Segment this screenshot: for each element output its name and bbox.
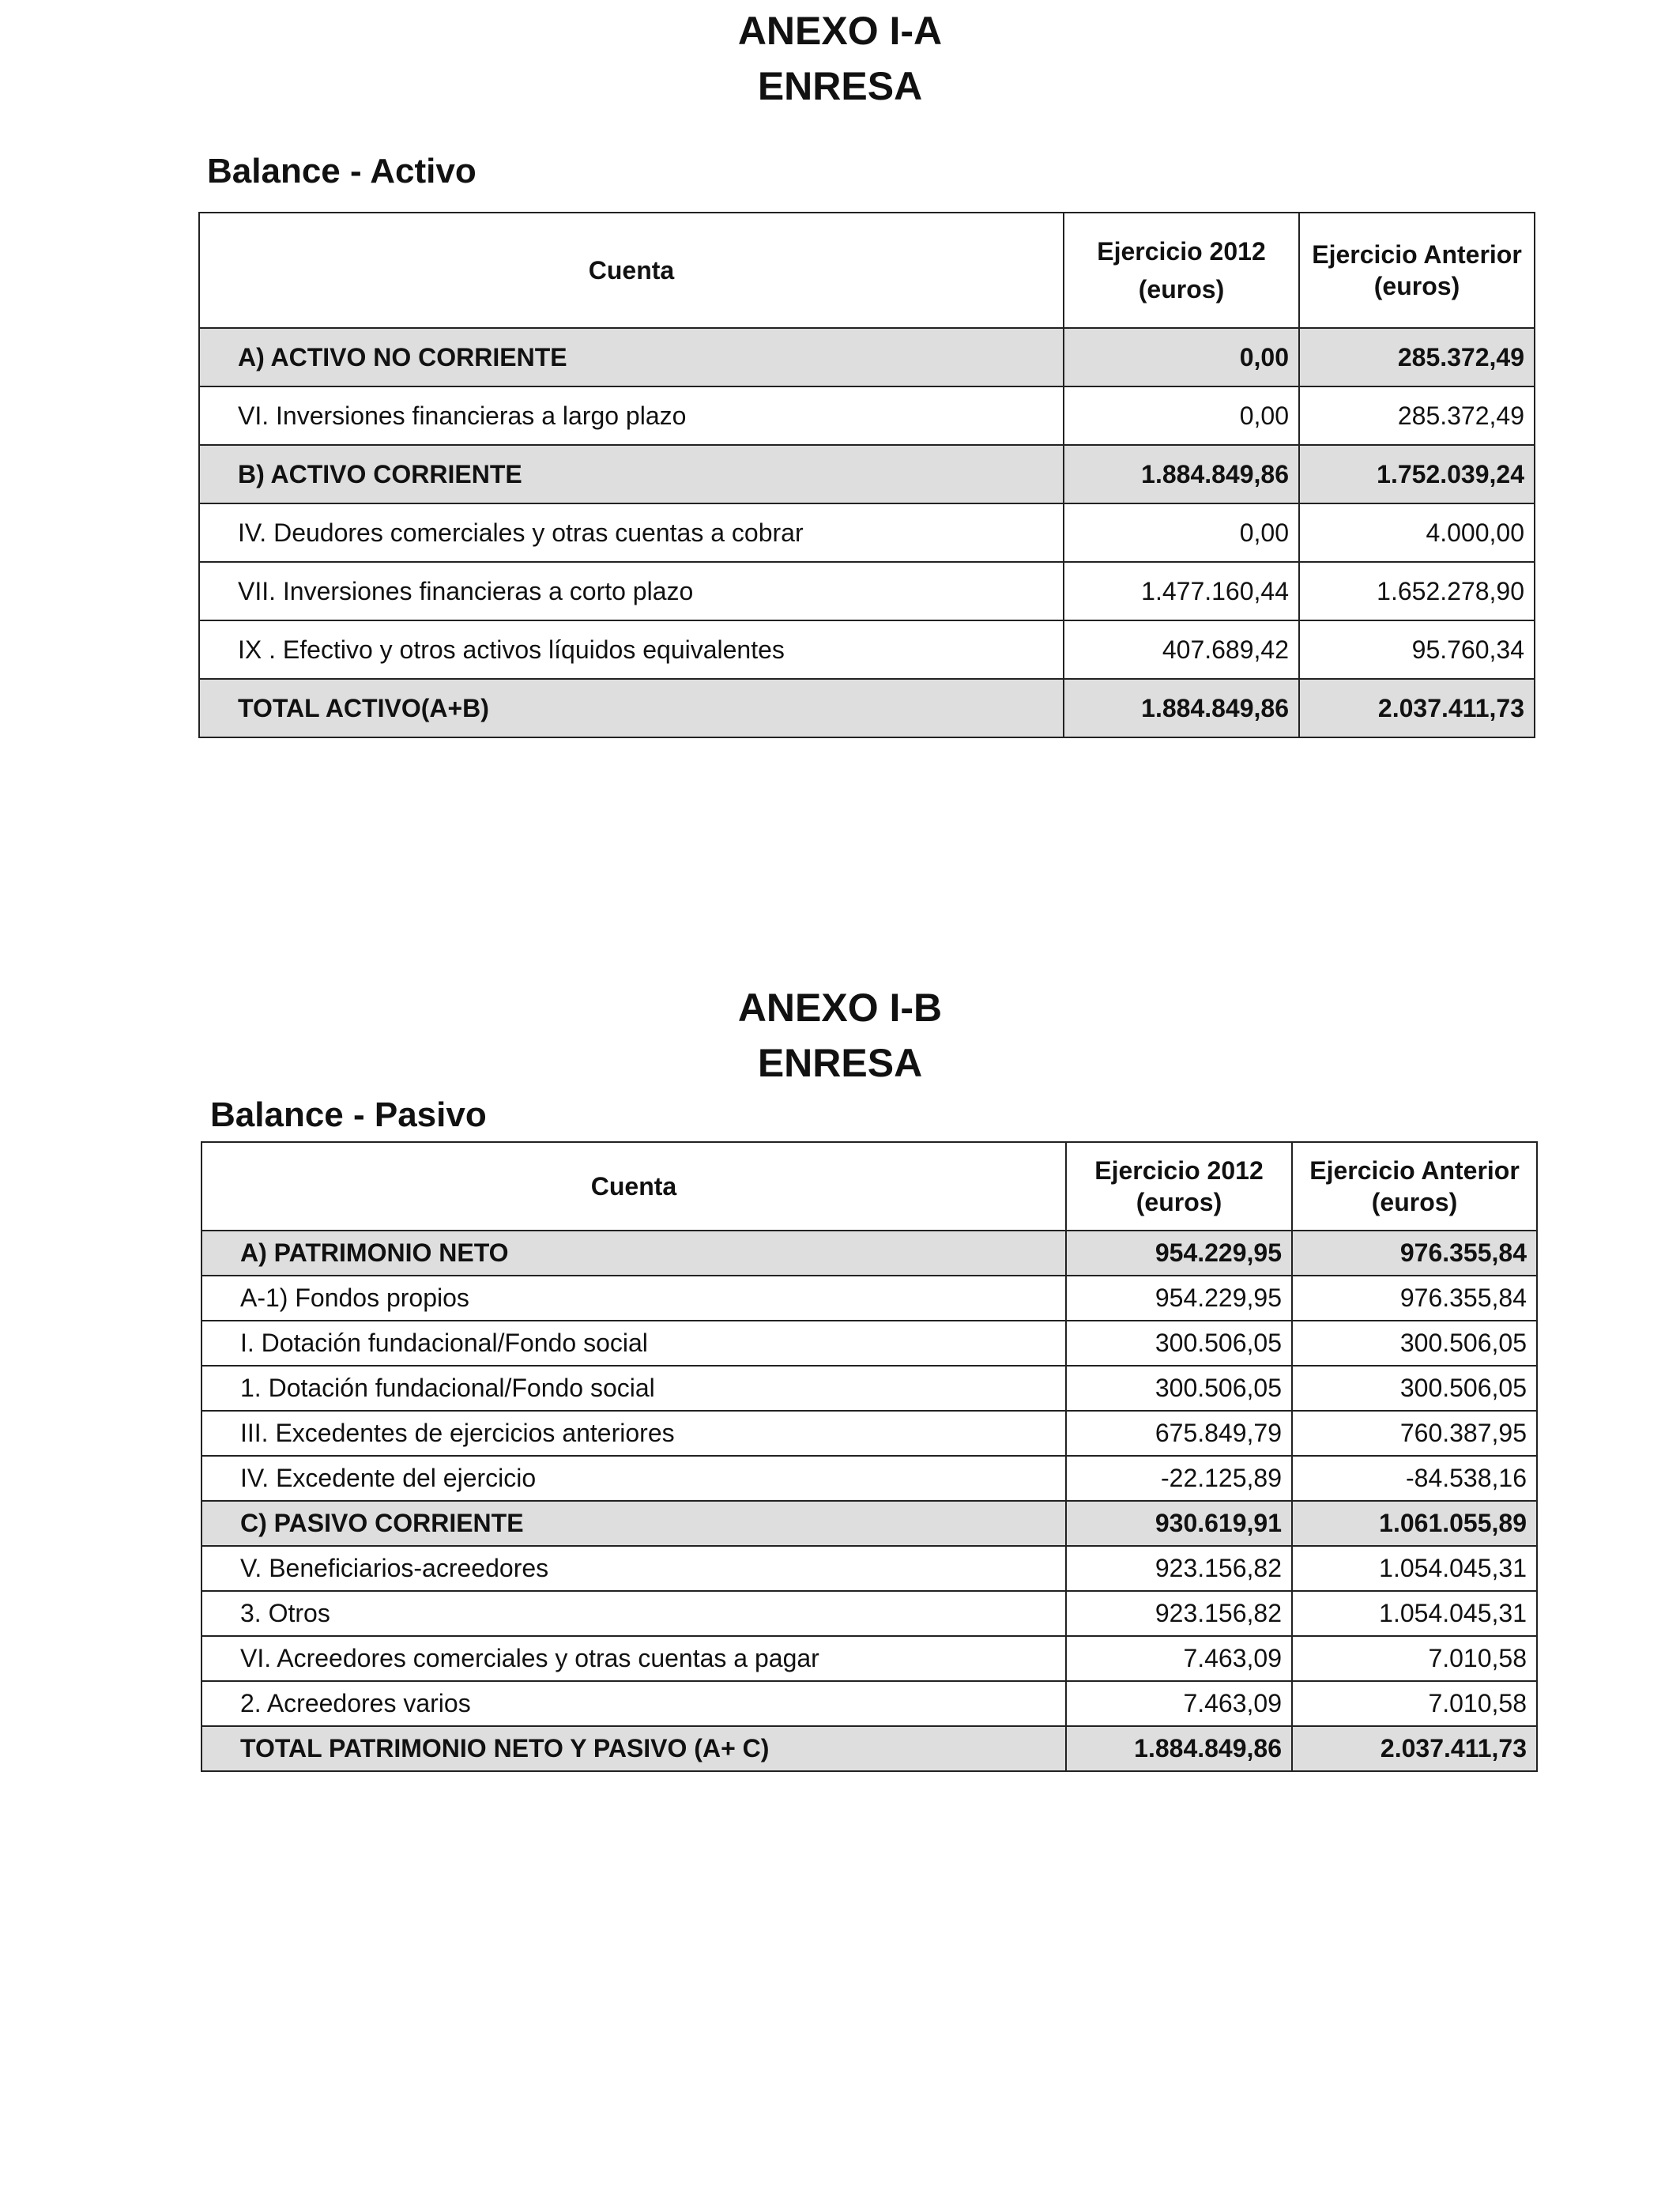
account-cell: IV. Excedente del ejercicio [202,1456,1066,1501]
entity-title: ENRESA [757,64,923,108]
account-cell: TOTAL ACTIVO(A+B) [199,679,1064,737]
section-title [0,0,1680,114]
current-year-cell: 1.884.849,86 [1064,445,1299,503]
table-row [202,1231,1537,1276]
section-title [0,980,1680,1091]
table-row [199,386,1535,445]
account-cell: B) ACTIVO CORRIENTE [199,445,1064,503]
account-cell: A-1) Fondos propios [202,1276,1066,1321]
previous-year-cell: 1.752.039,24 [1299,445,1535,503]
account-cell: 2. Acreedores varios [202,1681,1066,1726]
previous-year-cell: 976.355,84 [1292,1231,1537,1276]
balance-activo-table [198,212,1535,738]
account-cell: A) PATRIMONIO NETO [202,1231,1066,1276]
header-previous-year: Ejercicio Anterior (euros) [1292,1142,1537,1231]
annex-title: ANEXO I-A [737,9,943,53]
header-account: Cuenta [199,213,1064,328]
table-row [199,445,1535,503]
current-year-cell: 954.229,95 [1066,1231,1292,1276]
account-cell: TOTAL PATRIMONIO NETO Y PASIVO (A+ C) [202,1726,1066,1771]
table-body [199,328,1535,737]
account-cell: III. Excedentes de ejercicios anteriores [202,1411,1066,1456]
table-row [199,620,1535,679]
annex-title: ANEXO I-B [737,986,943,1030]
account-cell: 3. Otros [202,1591,1066,1636]
account-cell: A) ACTIVO NO CORRIENTE [199,328,1064,386]
balance-activo-section [0,0,1680,722]
account-cell: IV. Deudores comerciales y otras cuentas a cobrar [199,503,1064,562]
previous-year-cell: 976.355,84 [1292,1276,1537,1321]
current-year-cell: 675.849,79 [1066,1411,1292,1456]
previous-year-cell: 300.506,05 [1292,1321,1537,1366]
previous-year-cell: 7.010,58 [1292,1681,1537,1726]
account-cell: VI. Inversiones financieras a largo plazo [199,386,1064,445]
current-year-cell: 7.463,09 [1066,1681,1292,1726]
current-year-cell: 923.156,82 [1066,1591,1292,1636]
current-year-cell: 0,00 [1064,386,1299,445]
previous-year-cell: 285.372,49 [1299,386,1535,445]
table-row [199,679,1535,737]
table-row [202,1321,1537,1366]
account-cell: V. Beneficiarios-acreedores [202,1546,1066,1591]
account-cell: I. Dotación fundacional/Fondo social [202,1321,1066,1366]
previous-year-cell: 760.387,95 [1292,1411,1537,1456]
current-year-cell: 300.506,05 [1066,1366,1292,1411]
current-year-cell: 1.477.160,44 [1064,562,1299,620]
previous-year-cell: 300.506,05 [1292,1366,1537,1411]
table-row [199,562,1535,620]
balance-subtitle: Balance - Pasivo [210,1095,487,1134]
header-current-year: Ejercicio 2012 (euros) [1064,213,1299,328]
table-row [202,1366,1537,1411]
previous-year-cell: -84.538,16 [1292,1456,1537,1501]
previous-year-cell: 1.061.055,89 [1292,1501,1537,1546]
previous-year-cell: 2.037.411,73 [1299,679,1535,737]
header-previous-year: Ejercicio Anterior (euros) [1299,213,1535,328]
current-year-cell: 954.229,95 [1066,1276,1292,1321]
previous-year-cell: 1.652.278,90 [1299,562,1535,620]
account-cell: C) PASIVO CORRIENTE [202,1501,1066,1546]
table-row [202,1456,1537,1501]
table-body [202,1231,1537,1771]
table-row [202,1636,1537,1681]
previous-year-cell: 4.000,00 [1299,503,1535,562]
account-cell: VII. Inversiones financieras a corto plazo [199,562,1064,620]
account-cell: 1. Dotación fundacional/Fondo social [202,1366,1066,1411]
table-header-row [199,213,1535,328]
table-row [202,1276,1537,1321]
current-year-cell: 1.884.849,86 [1064,679,1299,737]
balance-subtitle: Balance - Activo [207,152,477,190]
previous-year-cell: 2.037.411,73 [1292,1726,1537,1771]
previous-year-cell: 285.372,49 [1299,328,1535,386]
previous-year-cell: 7.010,58 [1292,1636,1537,1681]
previous-year-cell: 95.760,34 [1299,620,1535,679]
current-year-cell: 0,00 [1064,503,1299,562]
current-year-cell: -22.125,89 [1066,1456,1292,1501]
current-year-cell: 7.463,09 [1066,1636,1292,1681]
balance-pasivo-table [201,1141,1538,1772]
table-row [199,328,1535,386]
table-row [202,1546,1537,1591]
table-row [202,1501,1537,1546]
previous-year-cell: 1.054.045,31 [1292,1591,1537,1636]
table-row [202,1681,1537,1726]
current-year-cell: 1.884.849,86 [1066,1726,1292,1771]
account-cell: IX . Efectivo y otros activos líquidos equivalentes [199,620,1064,679]
current-year-cell: 300.506,05 [1066,1321,1292,1366]
header-current-year: Ejercicio 2012 (euros) [1066,1142,1292,1231]
balance-pasivo-section [0,980,1680,1762]
current-year-cell: 923.156,82 [1066,1546,1292,1591]
current-year-cell: 0,00 [1064,328,1299,386]
header-account: Cuenta [202,1142,1066,1231]
entity-title: ENRESA [757,1041,923,1085]
table-row [202,1411,1537,1456]
current-year-cell: 930.619,91 [1066,1501,1292,1546]
table-row [202,1726,1537,1771]
table-row [199,503,1535,562]
account-cell: VI. Acreedores comerciales y otras cuentas a pagar [202,1636,1066,1681]
table-header-row [202,1142,1537,1231]
table-row [202,1591,1537,1636]
previous-year-cell: 1.054.045,31 [1292,1546,1537,1591]
current-year-cell: 407.689,42 [1064,620,1299,679]
